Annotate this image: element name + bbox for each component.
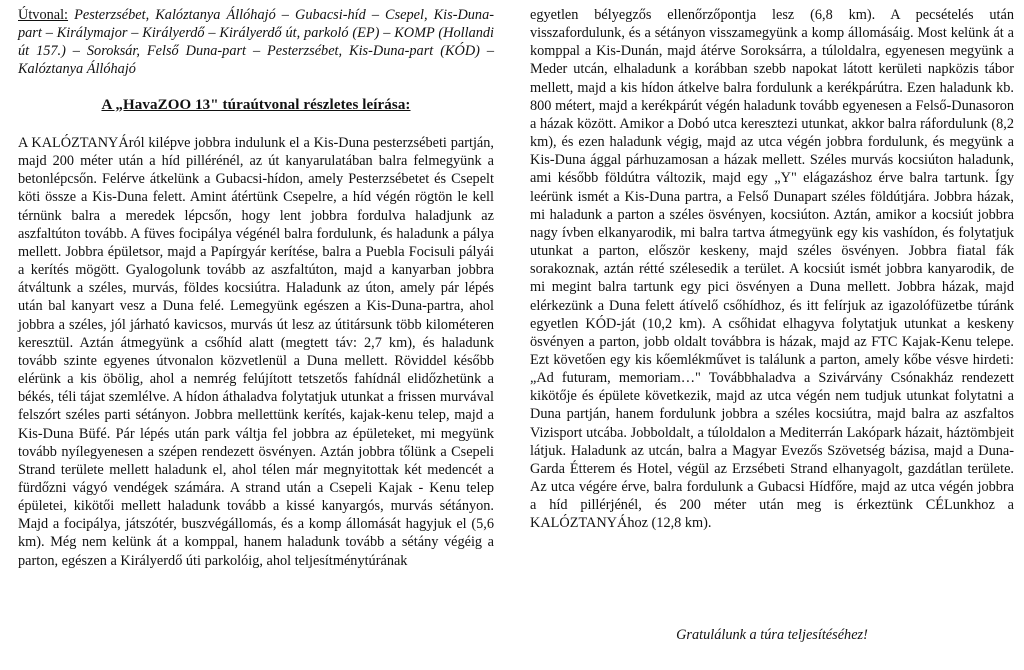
closing-note: Gratulálunk a túra teljesítéséhez! xyxy=(676,627,868,643)
route-text: Pesterzsébet, Kalóztanya Állóhajó – Gubacsi-híd – Csepel, Kis-Duna-part – Királymajor – Királyerdő – Királyerdő út, parkoló (EP) – KOMP (Hollandi út 157.) – Soroksár, Felső Duna-part – Pesterzsébet, Kis-Duna-part (KÓD) – Kalóztanya Állóhajó xyxy=(18,7,494,77)
left-column xyxy=(18,6,494,570)
page-title: A „HavaZOO 13" túraútvonal részletes leírása: xyxy=(101,97,411,113)
left-body-text: A KALÓZTANYÁról kilépve jobbra indulunk el a Kis-Duna pesterzsébeti partján, majd 200 méter után a híd pillérénél, az út kanyarulatában balra felmegyünk a betonlépcsőn. Felérve átkelünk a Gubacsi-hídon, amely Pesterzsébetet és Csepelt köti össze a Kis-Duna felett. Amint átértünk Csepelre, a híd végén rögtön le kell térnünk balra a meredek lépcsőn, hogy lent jobbra fordulva haladjunk az aszfaltúton tovább. A füves focipálya végénél balra fordulunk, és haladunk a pálya mellett. Jobbra épületsor, majd a Papírgyár kerítése, balra a Puebla Focisuli pályái a kerítés mögött. Gyalogolunk tovább az aszfaltúton, majd a kanyarban jobbra átváltunk a széles, murvás, földes kocsiútra. Haladunk az úton, amely pár lépés után bal kanyart vesz a Duna felé. Lemegyünk egészen a Kis-Duna-partra, ahol jobbra a széles, jól járható kavicsos, murvás út lesz az útitársunk több kilométeren keresztül. Aztán átmegyünk a csőhíd alatt (megtett táv: 2,7 km), és haladunk tovább szinte egyenes útvonalon közvetlenül a Duna mellett. Röviddel később elérünk a kis öbölig, ahol a nemrég felújított tetszetős fahídnál elidőzhetünk a békés, téli tájat szemlélve. A hídon áthaladva folytatjuk utunkat a frissen murvával felszórt széles parti sétányon. Jobbra mellettünk kerítés, kajak-kenu telep, majd a Kis-Duna Büfé. Pár lépés után park váltja fel jobbra az épületeket, mi megyünk tovább nyílegyenesen a szépen rendezett ösvényen. Aztán jobbra tőlünk a Csepeli Strand területe mellett haladunk el, ahol télen már megnyitottak két medencét a fürdőzni vágyó vendégek számára. A strand után a Csepeli Kajak - Kenu telep épületei, kikötői mellett haladunk tovább a kissé kanyargós, murvás sétányon. Majd a focipálya, játszótér, buszvégállomás, és a komp állomását hagyjuk el (5,6 km). Még nem kelünk át a komppal, hanem haladunk tovább a sétány végéig a parton, egészen a Királyerdő úti parkolóig, ahol teljesítménytúrának xyxy=(18,135,494,569)
route-paragraph xyxy=(18,6,494,78)
right-column xyxy=(530,6,1014,533)
route-label: Útvonal: xyxy=(18,7,69,23)
right-body-text: egyetlen bélyegzős ellenőrzőpontja lesz (6,8 km). A pecsételés után visszafordulunk, és a sétányon visszamegyünk a komp állomásáig. Most kelünk át a komppal a Kis-Dunán, majd átérve Soroksárra, a túloldalra, egyenesen megyünk a Meder utcán, elhaladunk a korábban szebb napokat látott kerületi napközis tábor mellett, majd a kis hídon átkelve balra fordulunk a kerékpárútra. Ezen haladunk kb. 800 métert, majd a kerékpárút végén haladunk tovább egyenesen a Felső-Dunasoron a házak között. Amikor a Dobó utca keresztezi utunkat, akkor balra ráfordulunk (8,2 km), és ezen haladunk végig, majd az utca végén jobbra fordulunk, és megyünk a Kis-Duna ággal párhuzamosan a házak mellett. Széles murvás kocsiúton haladunk, ami később földútra változik, majd egy „Y" elágazáshoz érve balra tartunk. Így leérünk ismét a Kis-Duna partra, a Felső Dunapart széles földútjára. Jobbra házak, mi haladunk a parton a széles ösvényen, kocsiúton. Aztán, amikor a kocsiút jobbra nagy ívben elkanyarodik, mi balra tartva átmegyünk egy kis vashídon, és folytatjuk utunkat a parton, először keskeny, majd széles ösvényen. Jobbra fiatal fák sorakoznak, aztán rétté szélesedik a terület. A kocsiút ismét jobbra kanyarodik, de mi megint balra tartunk egy pici ösvényen a Duna mellett. Jobbra házak, majd elérkezünk a Duna felett átívelő csőhídhoz, és itt felírjuk az igazolófüzetbe túránk egyetlen KÓD-ját (10,2 km). A csőhidat elhagyva folytatjuk utunkat a keskeny ösvényen a parton, jobb oldalt továbbra is házak, majd az FTC Kajak-Kenu telepe. Ezt követően egy kis kőemlékművet is találunk a parton, amely kőbe vésve hirdeti: „Ad futuram, memoriam…" Továbbhaladva a Szivárvány Csónakház rendezett kikötője és épülete következik, majd az utca végén nem tudjuk utunkat folytatni a Duna partján, hanem fordulunk jobbra a széles kocsiútra, majd balra az aszfaltos Vizisport utcába. Jobboldalt, a túloldalon a Mediterrán Lakópark házait, háztömbjeit látjuk. Haladunk az utcán, balra a Magyar Evezős Szövetség bázisa, majd a Duna-Garda Étterem és Hotel, végül az Erzsébeti Strand elhanyagolt, gazdátlan területe. Az utca végére érve, balra fordulunk a Gubacsi Hídfőre, majd az utca végén jobbra a híd pillérjénél, és 200 méter után meg is érkeztünk CÉLunkhoz a KALÓZTANYÁhoz (12,8 km). xyxy=(530,7,1014,532)
